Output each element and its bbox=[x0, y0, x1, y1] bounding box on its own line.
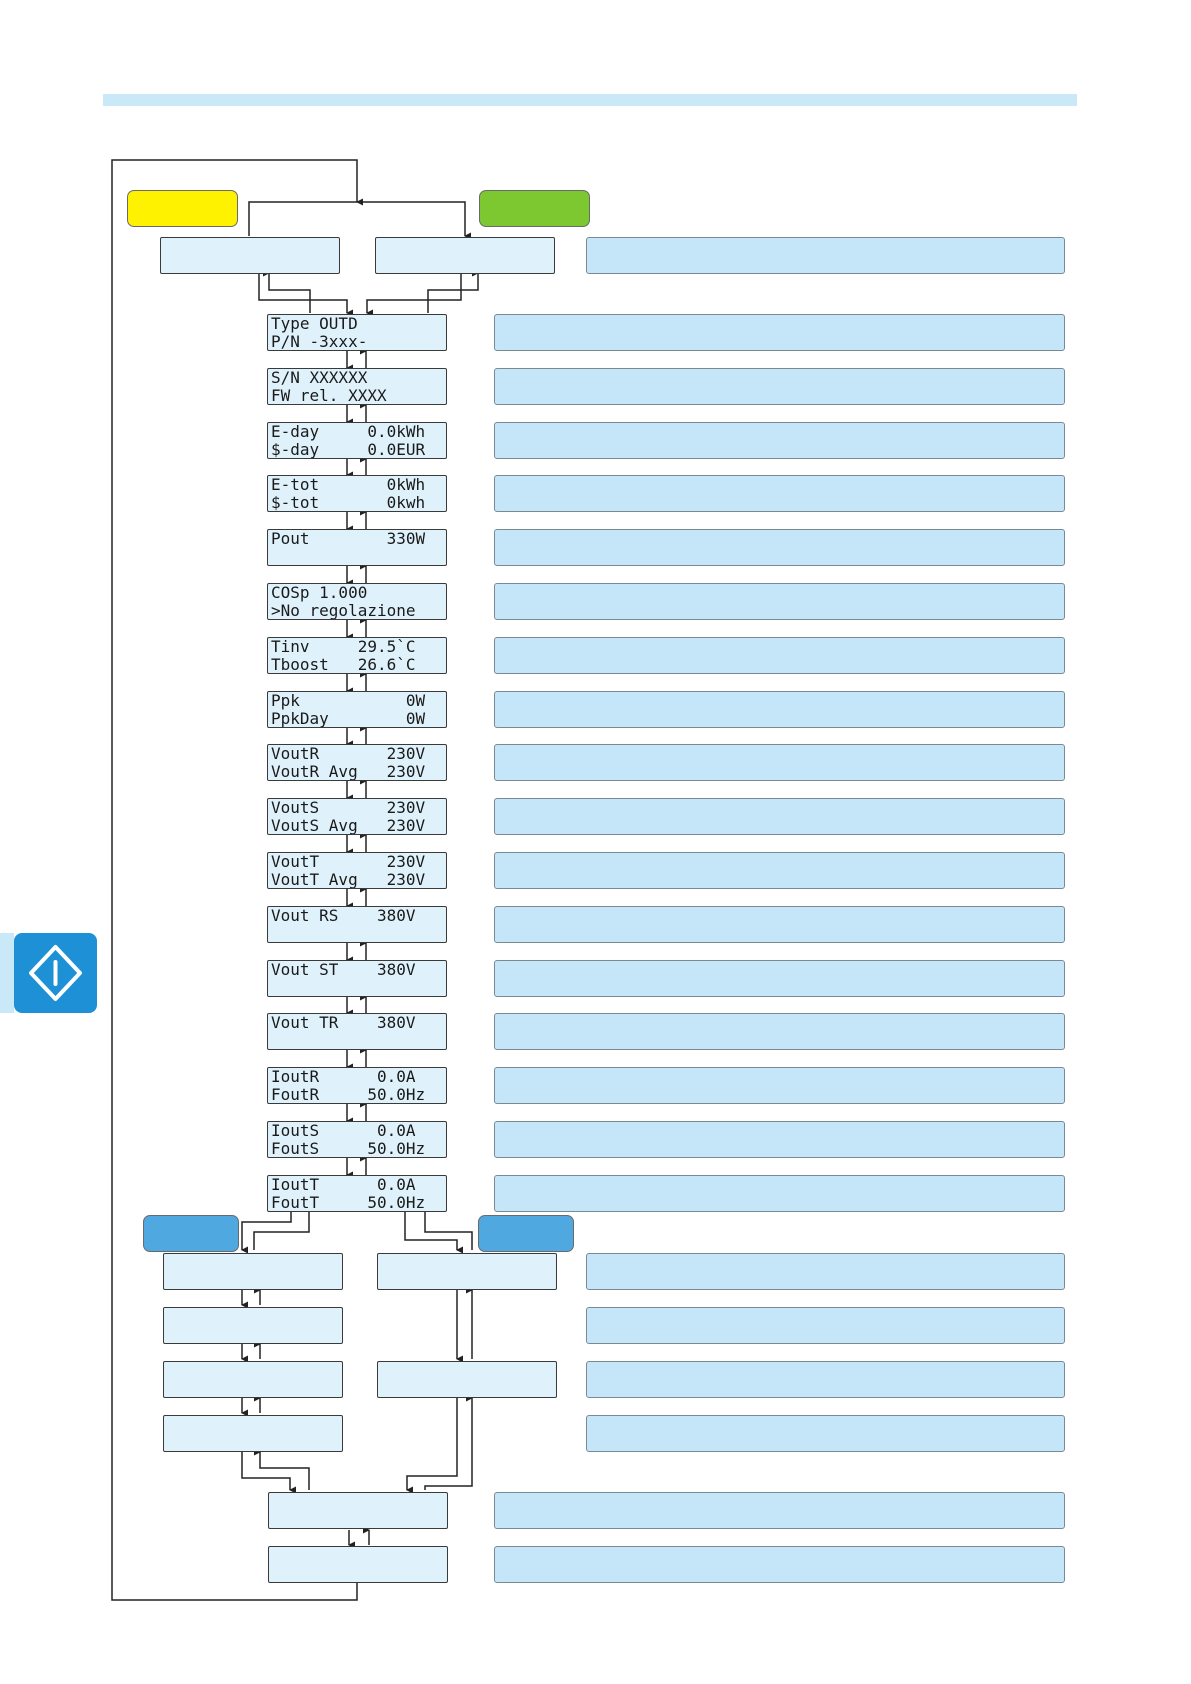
lcd-temp-screen bbox=[267, 637, 447, 674]
lcd-line: IoutT 0.0A bbox=[271, 1175, 416, 1194]
lcd-voutrs-screen bbox=[267, 906, 447, 943]
lcd-line: Vout TR 380V bbox=[271, 1013, 416, 1032]
lcd-line: P/N -3xxx- bbox=[271, 332, 368, 351]
lcd-pout-screen bbox=[267, 529, 447, 566]
description-box bbox=[494, 637, 1065, 674]
lcd-riso-screen bbox=[268, 1492, 448, 1529]
lcd-voutt-screen bbox=[267, 852, 447, 889]
lcd-line: VoutS Avg 230V bbox=[271, 816, 426, 835]
description-box bbox=[586, 1253, 1065, 1290]
description-box bbox=[494, 529, 1065, 566]
description-box bbox=[586, 1307, 1065, 1344]
lcd-line: Tboost 26.6`C bbox=[271, 655, 416, 674]
lcd-line: VoutT Avg 230V bbox=[271, 870, 426, 889]
description-box bbox=[586, 1415, 1065, 1452]
lcd-line: VoutR 230V bbox=[271, 744, 426, 763]
lcd-line: >No regolazione bbox=[271, 601, 416, 620]
lcd-vin2-screen bbox=[163, 1307, 343, 1344]
lcd-line bbox=[271, 1032, 443, 1050]
description-box bbox=[494, 691, 1065, 728]
lcd-serial-screen bbox=[267, 368, 447, 405]
lcd-line: PpkDay 0W bbox=[271, 709, 426, 728]
lcd-cosphi-screen bbox=[267, 583, 447, 620]
warning-status-label bbox=[127, 190, 238, 227]
input-mode-label-independent bbox=[143, 1215, 239, 1252]
lcd-etot-screen bbox=[267, 475, 447, 512]
lcd-voutr-screen bbox=[267, 744, 447, 781]
lcd-line: VoutT 230V bbox=[271, 852, 426, 871]
input-mode-label-parallel bbox=[478, 1215, 574, 1252]
lcd-line: FoutR 50.0Hz bbox=[271, 1085, 426, 1104]
lcd-line: VoutS 230V bbox=[271, 798, 426, 817]
description-box bbox=[494, 368, 1065, 405]
description-box bbox=[494, 1175, 1065, 1212]
lcd-line: Vout RS 380V bbox=[271, 906, 416, 925]
description-box bbox=[494, 744, 1065, 781]
lcd-line: E-day 0.0kWh bbox=[271, 422, 426, 441]
description-box bbox=[494, 475, 1065, 512]
lcd-pin-screen bbox=[377, 1361, 557, 1398]
lcd-line: Vout ST 380V bbox=[271, 960, 416, 979]
description-box bbox=[494, 422, 1065, 459]
lcd-vbulk-screen bbox=[268, 1546, 448, 1583]
lcd-line bbox=[271, 979, 443, 997]
description-box bbox=[586, 237, 1065, 274]
lcd-eday-screen bbox=[267, 422, 447, 459]
lcd-line: FoutT 50.0Hz bbox=[271, 1193, 426, 1212]
lcd-line bbox=[271, 548, 443, 566]
lcd-line: Ppk 0W bbox=[271, 691, 426, 710]
lcd-line: Tinv 29.5`C bbox=[271, 637, 416, 656]
lcd-type-screen bbox=[267, 314, 447, 351]
description-box bbox=[494, 1121, 1065, 1158]
description-box bbox=[586, 1361, 1065, 1398]
lcd-ioutr-screen bbox=[267, 1067, 447, 1104]
lcd-iouts-screen bbox=[267, 1121, 447, 1158]
lcd-vin1-screen bbox=[163, 1253, 343, 1290]
lcd-ppk-screen bbox=[267, 691, 447, 728]
description-box bbox=[494, 583, 1065, 620]
description-box bbox=[494, 1067, 1065, 1104]
description-box bbox=[494, 798, 1065, 835]
lcd-pin2-screen bbox=[163, 1415, 343, 1452]
lcd-line: IoutR 0.0A bbox=[271, 1067, 416, 1086]
lcd-ok-screen bbox=[375, 237, 555, 274]
ok-status-label bbox=[479, 190, 590, 227]
description-box bbox=[494, 314, 1065, 351]
lcd-line: E-tot 0kWh bbox=[271, 475, 426, 494]
lcd-line bbox=[271, 925, 443, 943]
side-tab bbox=[14, 933, 97, 1013]
lcd-vin-screen bbox=[377, 1253, 557, 1290]
side-tab-strip bbox=[0, 933, 14, 1013]
lcd-line: S/N XXXXXX bbox=[271, 368, 368, 387]
description-box bbox=[494, 1013, 1065, 1050]
description-box bbox=[494, 1546, 1065, 1583]
lcd-line: FoutS 50.0Hz bbox=[271, 1139, 426, 1158]
description-box bbox=[494, 906, 1065, 943]
lcd-ioutt-screen bbox=[267, 1175, 447, 1212]
lcd-line: VoutR Avg 230V bbox=[271, 762, 426, 781]
lcd-vouts-screen bbox=[267, 798, 447, 835]
lcd-error-screen bbox=[160, 237, 340, 274]
lcd-line: Type OUTD bbox=[271, 314, 358, 333]
lcd-line: FW rel. XXXX bbox=[271, 386, 387, 405]
description-box bbox=[494, 960, 1065, 997]
lcd-line: $-day 0.0EUR bbox=[271, 440, 426, 459]
lcd-line: $-tot 0kwh bbox=[271, 493, 426, 512]
lcd-voutst-screen bbox=[267, 960, 447, 997]
lcd-pin1-screen bbox=[163, 1361, 343, 1398]
info-diamond-icon bbox=[14, 933, 97, 1013]
lcd-line: Pout 330W bbox=[271, 529, 426, 548]
lcd-line: IoutS 0.0A bbox=[271, 1121, 416, 1140]
lcd-line: COSp 1.000 bbox=[271, 583, 368, 602]
description-box bbox=[494, 1492, 1065, 1529]
description-box bbox=[494, 852, 1065, 889]
lcd-vouttr-screen bbox=[267, 1013, 447, 1050]
